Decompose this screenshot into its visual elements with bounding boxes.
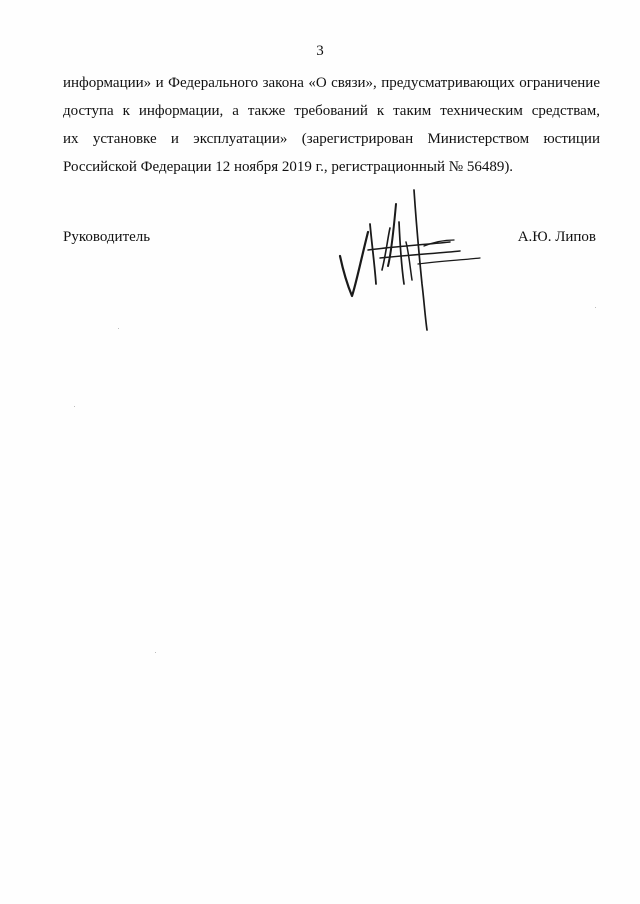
body-paragraph (63, 69, 600, 181)
paragraph-line-1: информации» и Федерального закона «О связи», предусматривающих ограничение (63, 75, 600, 91)
paragraph-line-3: их установке и эксплуатации» (зарегистрирован Министерством юстиции (63, 131, 600, 147)
signature-icon (330, 184, 490, 334)
page-number: 3 (316, 43, 324, 59)
signer-name: А.Ю. Липов (517, 229, 596, 245)
scan-speck (595, 307, 596, 308)
paragraph-line-4: Российской Федерации 12 ноября 2019 г., регистрационный № 56489). (63, 159, 514, 175)
scan-speck (155, 652, 156, 653)
scan-speck (74, 406, 75, 407)
paragraph-line-2: доступа к информации, а также требований к таким техническим средствам, (63, 103, 600, 119)
signer-title: Руководитель (63, 229, 151, 245)
scan-speck (118, 328, 119, 329)
